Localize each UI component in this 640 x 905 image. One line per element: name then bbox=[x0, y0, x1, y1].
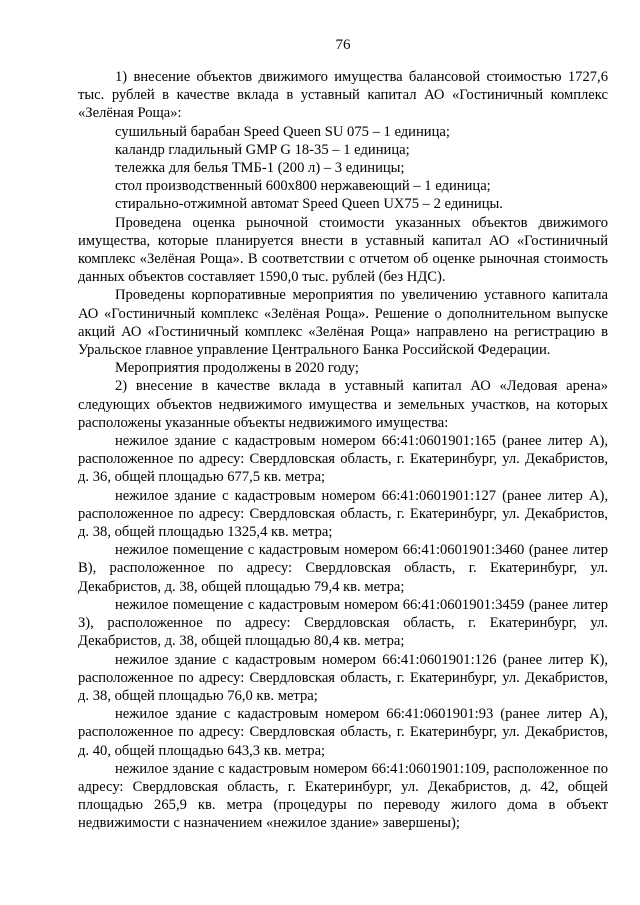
list-item-production-table: стол производственный 600х800 нержавеющий – 1 единица; bbox=[115, 178, 491, 195]
list-item-laundry-trolley: тележка для белья ТМБ-1 (200 л) – 3 единицы; bbox=[115, 160, 405, 177]
paragraph-building-93: нежилое здание с кадастровым номером 66:41:0601901:93 (ранее литер А), расположенное по адресу: Свердловская область, г. Екатеринбург, ул. Декабристов, д. 40, общей площадью 643,3 кв. метра; bbox=[78, 706, 608, 759]
page-number: 76 bbox=[335, 37, 351, 53]
list-item-washer-extractor: стирально-отжимной автомат Speed Queen UX75 – 2 единицы. bbox=[115, 196, 503, 213]
document-page bbox=[78, 36, 608, 896]
paragraph-building-127: нежилое здание с кадастровым номером 66:41:0601901:127 (ранее литер А), расположенное по адресу: Свердловская область, г. Екатеринбург, ул. Декабристов, д. 38, общей площадью 1325,4 кв. метра; bbox=[78, 487, 608, 541]
list-item-ironing-calender: каландр гладильный GMP G 18-35 – 1 единица; bbox=[115, 141, 410, 158]
paragraph-continued-2020: Мероприятия продолжены в 2020 году; bbox=[115, 360, 359, 377]
list-item-dryer-drum: сушильный барабан Speed Queen SU 075 – 1 единица; bbox=[115, 123, 450, 140]
paragraph-market-valuation: Проведена оценка рыночной стоимости указанных объектов движимого имущества, которые планируется внести в уставный капитал АО «Гостиничный комплекс «Зелёная Роща». В соответствии с отчетом об оценке рыночная стоимость данных объектов составляет 1590,0 тыс. рублей (без НДС). bbox=[78, 214, 608, 286]
paragraph-ice-arena-contribution: 2) внесение в качестве вклада в уставный капитал АО «Ледовая арена» следующих объектов недвижимого имущества и земельных участков, на которых расположены указанные объекты недвижимого имущества: bbox=[78, 378, 608, 431]
paragraph-corporate-actions: Проведены корпоративные мероприятия по увеличению уставного капитала АО «Гостиничный комплекс «Зелёная Роща». Решение о дополнительном выпуске акций АО «Гостиничный комплекс «Зелёная Роща» направлено на регистрацию в Уральское главное управление Центрального Банка Российской Федерации. bbox=[78, 287, 608, 359]
paragraph-premises-3460: нежилое помещение с кадастровым номером 66:41:0601901:3460 (ранее литер В), расположенное по адресу: Свердловская область, г. Екатеринбург, ул. Декабристов, д. 38, общей площадью 79,4 кв. метра; bbox=[78, 542, 608, 595]
paragraph-premises-3459: нежилое помещение с кадастровым номером 66:41:0601901:3459 (ранее литер З), расположенное по адресу: Свердловская область, г. Екатеринбург, ул. Декабристов, д. 38, общей площадью 80,4 кв. метра; bbox=[78, 596, 608, 650]
paragraph-building-126: нежилое здание с кадастровым номером 66:41:0601901:126 (ранее литер К), расположенное по адресу: Свердловская область, г. Екатеринбург, ул. Декабристов, д. 38, общей площадью 76,0 кв. метра; bbox=[78, 651, 608, 704]
paragraph-building-165: нежилое здание с кадастровым номером 66:41:0601901:165 (ранее литер А), расположенное по адресу: Свердловская область, г. Екатеринбург, ул. Декабристов, д. 36, общей площадью 677,5 кв. метра; bbox=[78, 433, 608, 486]
paragraph-building-109: нежилое здание с кадастровым номером 66:41:0601901:109, расположенное по адресу: Свердловская область, г. Екатеринбург, ул. Декабристов, д. 42, общей площадью 265,9 кв. метра (процедуры по переводу жилого дома в объект недвижимости с назначением «нежилое здание» завершены); bbox=[78, 760, 608, 832]
paragraph-movable-property-contribution: 1) внесение объектов движимого имущества балансовой стоимостью 1727,6 тыс. рублей в качестве вклада в уставный капитал АО «Гостиничный комплекс «Зелёная Роща»: bbox=[78, 69, 608, 122]
